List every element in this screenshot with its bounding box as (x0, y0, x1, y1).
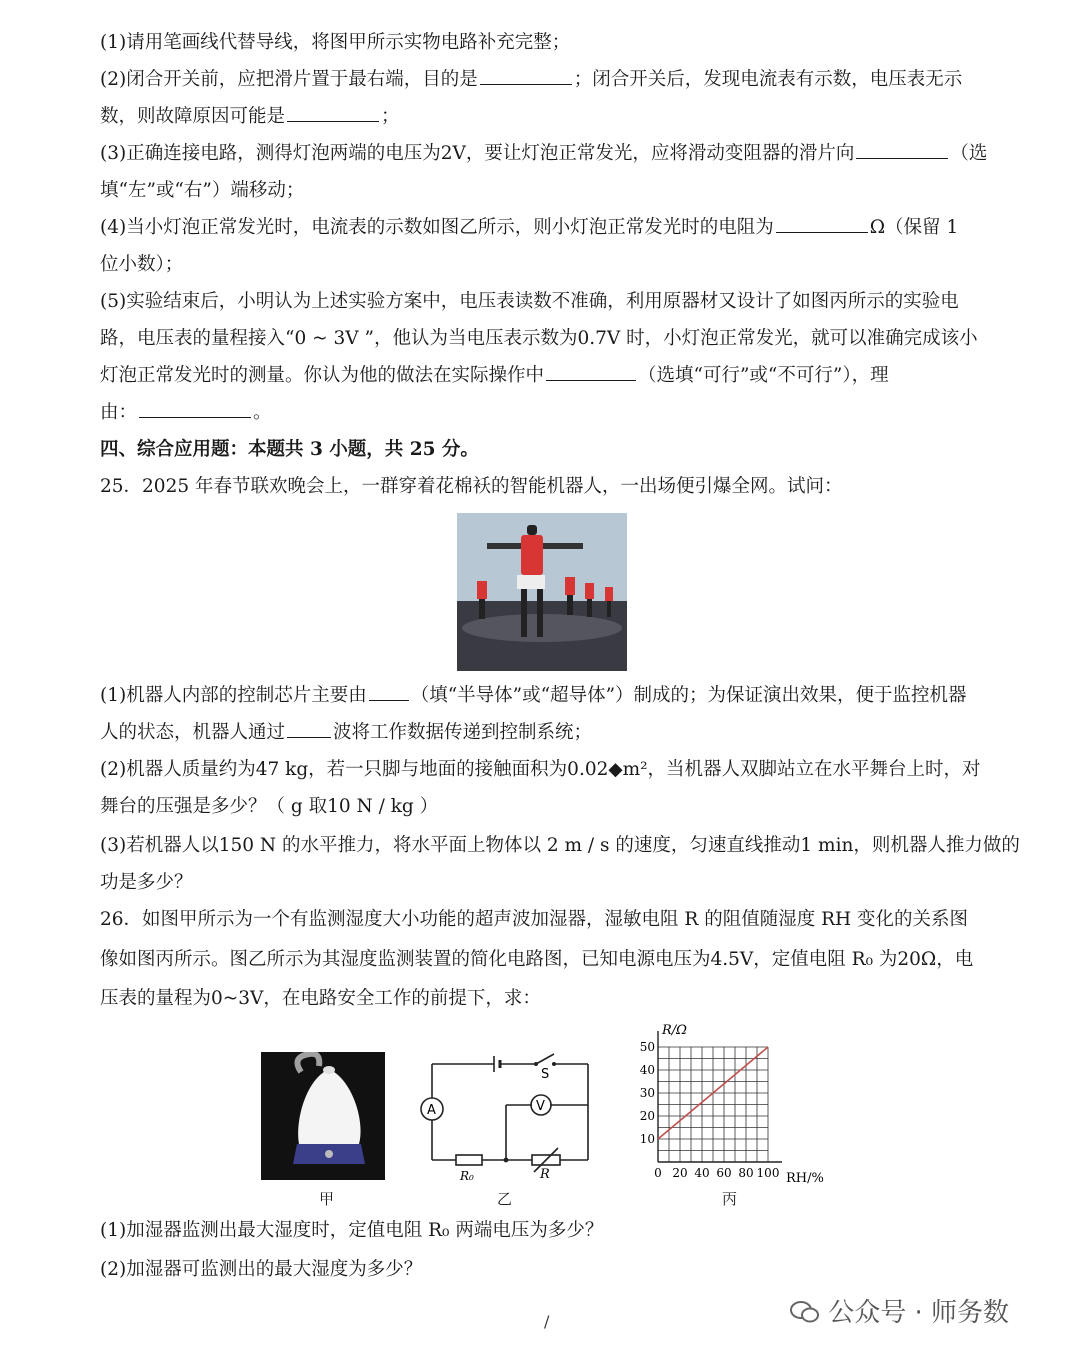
answer-blank[interactable] (480, 68, 572, 85)
chart-ylabel: R/Ω (662, 1023, 687, 1038)
y-tick-label: 40 (639, 1063, 655, 1077)
text: （填“半导体”或“超导体”）制成的；为保证演出效果，便于监控机器 (410, 685, 967, 706)
text: (2)加湿器可监测出的最大湿度为多少？ (100, 1259, 423, 1280)
wechat-icon-svg (790, 1300, 820, 1324)
chart-xlabel: RH/% (786, 1171, 824, 1186)
r-label: R (540, 1167, 550, 1182)
q-part5 (100, 290, 985, 314)
mist (297, 1054, 319, 1072)
r0-label: R₀ (460, 1169, 474, 1182)
y-tick-label: 10 (639, 1132, 655, 1146)
answer-blank[interactable] (776, 216, 868, 233)
bg-robot (585, 583, 594, 599)
text: 由： (100, 402, 138, 423)
bubble (802, 1309, 818, 1322)
answer-blank[interactable] (856, 142, 948, 159)
page-footer: / (544, 1312, 550, 1331)
q-part2-cont (100, 105, 985, 129)
junction-dot (504, 1158, 509, 1163)
bg-robot (605, 587, 613, 601)
text: (2)闭合开关前，应把滑片置于最右端，目的是 (100, 69, 478, 90)
q-part5-cont2 (100, 364, 985, 388)
bg-robot (477, 581, 487, 599)
x-tick-label: 100 (756, 1166, 780, 1180)
switch-blade (536, 1054, 554, 1064)
humidifier-nozzle (323, 1066, 335, 1074)
text: 路，电压表的量程接入“0 ~ 3V ”，他认为当电压表示数为0.7V 时，小灯泡正常发光，就可以准确完成该小 (100, 328, 978, 349)
q-part2 (100, 68, 985, 92)
text: 填“左”或“右”）端移动； (100, 180, 305, 201)
section-heading (100, 438, 985, 462)
text: 。 (253, 402, 272, 423)
text: 压表的量程为0~3V，在电路安全工作的前提下，求： (100, 988, 541, 1009)
y-tick-label: 30 (639, 1086, 655, 1100)
text: 四、综合应用题：本题共 3 小题，共 25 分。 (100, 439, 479, 460)
q-part5-cont3 (100, 401, 985, 425)
text: (1)加湿器监测出最大湿度时，定值电阻 R₀ 两端电压为多少？ (100, 1220, 604, 1241)
robot-arm-left (487, 543, 521, 549)
x-tick-label: 0 (654, 1166, 662, 1180)
q26-part2 (100, 1258, 985, 1282)
switch-label: S (541, 1067, 550, 1082)
text: (5)实验结束后，小明认为上述实验方案中，电压表读数不准确，利用原器材又设计了如图丙所示的实验电 (100, 291, 959, 312)
text: (3)正确连接电路，测得灯泡两端的电压为2V，要让灯泡正常发光，应将滑动变阻器的滑片向 (100, 143, 855, 164)
answer-blank[interactable] (139, 401, 251, 418)
robot-photo (457, 513, 627, 671)
text: 数，则故障原因可能是 (100, 106, 286, 127)
text: 波将工作数据传递到控制系统； (333, 722, 593, 743)
humidity-chart (628, 1020, 838, 1190)
text: （选填“可行”或“不可行”），理 (638, 365, 889, 386)
bg-robot-legs (479, 599, 485, 619)
q25-part1 (100, 684, 985, 708)
text: 灯泡正常发光时的测量。你认为他的做法在实际操作中 (100, 365, 545, 386)
x-tick-label: 60 (716, 1166, 732, 1180)
q26-part1 (100, 1219, 985, 1243)
text: (1)请用笔画线代替导线，将图甲所示实物电路补充完整； (100, 32, 571, 53)
q25-part3-cont (100, 871, 985, 895)
text: （选 (950, 143, 988, 164)
q-part4 (100, 216, 985, 240)
text: 功是多少？ (100, 872, 193, 893)
x-tick-label: 20 (672, 1166, 688, 1180)
switch-contact (552, 1062, 556, 1066)
q26-stem1 (100, 908, 985, 932)
caption-jia: 甲 (319, 1190, 335, 1208)
text: 26．如图甲所示为一个有监测湿度大小功能的超声波加湿器，湿敏电阻 R 的阻值随湿度 RH 变化的关系图 (100, 909, 969, 930)
robot-skirt (517, 575, 545, 589)
q25-part2-cont (100, 795, 985, 819)
robot-leg-left (521, 589, 527, 637)
switch-contact (534, 1062, 538, 1066)
humidifier-drawing (261, 1052, 385, 1180)
robot-body (521, 535, 543, 575)
q25-part3 (100, 834, 1020, 858)
q-part4-cont (100, 253, 985, 277)
resistor-r0 (456, 1155, 482, 1165)
text: Ω（保留 1 (869, 217, 959, 238)
voltmeter-label: V (536, 1099, 545, 1114)
q-part5-cont1 (100, 327, 985, 351)
q26-stem2 (100, 948, 985, 972)
text: (4)当小灯泡正常发光时，电流表的示数如图乙所示，则小灯泡正常发光时的电阻为 (100, 217, 774, 238)
robot-photo-drawing (457, 513, 627, 671)
text: 舞台的压强是多少？（ g 取10 N / kg ） (100, 796, 439, 817)
q25-stem (100, 475, 985, 499)
bg-robot-legs (587, 599, 592, 617)
answer-blank[interactable] (287, 105, 379, 122)
answer-blank[interactable] (369, 684, 409, 701)
text: ；闭合开关后，发现电流表有示数，电压表无示 (573, 69, 963, 90)
robot-head (527, 525, 537, 535)
text: (1)机器人内部的控制芯片主要由 (100, 685, 367, 706)
q-part3-cont (100, 179, 985, 203)
bg-robot (565, 577, 575, 595)
q25-part2 (100, 758, 985, 782)
robot-arm-right (543, 543, 583, 549)
caption-yi: 乙 (497, 1190, 513, 1208)
circuit-svg (414, 1050, 594, 1182)
robot-leg-right (537, 589, 543, 637)
text: 位小数）； (100, 254, 184, 275)
text: 像如图丙所示。图乙所示为其湿度监测装置的简化电路图，已知电源电压为4.5V，定值电阻 R₀ 为20Ω，电 (100, 949, 974, 970)
watermark-text: 公众号 · 师务数 (828, 1298, 1010, 1328)
x-tick-label: 40 (694, 1166, 710, 1180)
wechat-icon (790, 1300, 820, 1324)
watermark (790, 1292, 1009, 1329)
text: 人的状态，机器人通过 (100, 722, 286, 743)
y-tick-label: 20 (639, 1109, 655, 1123)
q25-part1-cont (100, 721, 985, 745)
q-part1 (100, 31, 985, 55)
chart-svg (628, 1020, 838, 1190)
ammeter-label: A (427, 1103, 436, 1118)
caption-bing: 丙 (722, 1190, 738, 1208)
text: ； (381, 106, 400, 127)
q26-stem3 (100, 987, 985, 1011)
answer-blank[interactable] (546, 364, 636, 381)
text: (2)机器人质量约为47 kg，若一只脚与地面的接触面积为0.02◆m²，当机器人双脚站立在水平舞台上时，对 (100, 759, 981, 780)
power-knob (325, 1150, 333, 1158)
answer-blank[interactable] (287, 721, 331, 738)
bg-robot-legs (607, 601, 611, 617)
text: 25．2025 年春节联欢晚会上，一群穿着花棉袄的智能机器人，一出场便引爆全网。试问： (100, 476, 843, 497)
circuit-diagram (414, 1050, 594, 1182)
humidifier-body (298, 1070, 360, 1144)
text: (3)若机器人以150 N 的水平推力，将水平面上物体以 2 m / s 的速度，匀速直线推动1 min，则机器人推力做的 (100, 835, 1020, 856)
humidifier-photo (261, 1052, 385, 1180)
x-tick-label: 80 (738, 1166, 754, 1180)
bg-robot-legs (567, 595, 573, 615)
y-tick-label: 50 (639, 1040, 655, 1054)
q-part3 (100, 142, 988, 166)
